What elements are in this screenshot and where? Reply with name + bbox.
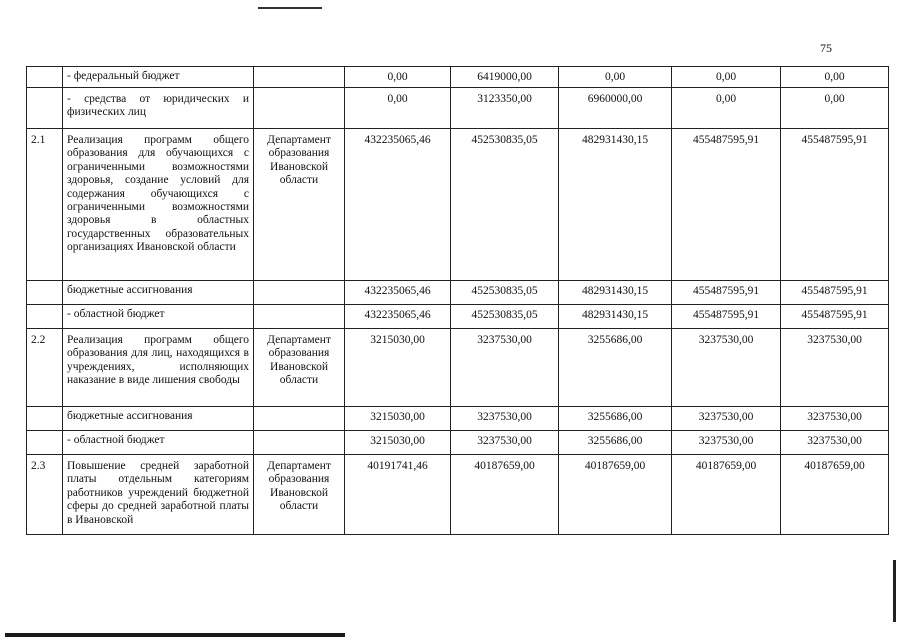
value-cell: 3237530,00 bbox=[781, 329, 889, 407]
row-department bbox=[254, 281, 345, 305]
value-cell: 455487595,91 bbox=[781, 281, 889, 305]
value-cell: 3237530,00 bbox=[451, 407, 559, 431]
value-cell: 3237530,00 bbox=[672, 431, 781, 455]
value-cell: 432235065,46 bbox=[345, 281, 451, 305]
value-cell: 455487595,91 bbox=[781, 305, 889, 329]
value-cell: 452530835,05 bbox=[451, 305, 559, 329]
table-row bbox=[27, 281, 889, 305]
scan-edge-line bbox=[893, 560, 896, 622]
scan-bottom-bar bbox=[5, 633, 345, 637]
top-rule bbox=[258, 7, 322, 9]
row-name: - областной бюджет bbox=[63, 305, 254, 329]
value-cell: 3237530,00 bbox=[451, 431, 559, 455]
value-cell: 40187659,00 bbox=[781, 455, 889, 535]
value-cell: 3255686,00 bbox=[559, 329, 672, 407]
value-cell: 6419000,00 bbox=[451, 67, 559, 88]
row-name: - областной бюджет bbox=[63, 431, 254, 455]
row-code: 2.1 bbox=[27, 129, 63, 281]
value-cell: 0,00 bbox=[781, 67, 889, 88]
page-number: 75 bbox=[820, 41, 832, 55]
value-cell: 482931430,15 bbox=[559, 129, 672, 281]
row-department bbox=[254, 431, 345, 455]
value-cell: 432235065,46 bbox=[345, 305, 451, 329]
row-department bbox=[254, 88, 345, 129]
row-department bbox=[254, 305, 345, 329]
value-cell: 455487595,91 bbox=[672, 129, 781, 281]
value-cell: 0,00 bbox=[672, 67, 781, 88]
row-department: Департамент образования Ивановской области bbox=[254, 129, 345, 281]
value-cell: 3237530,00 bbox=[781, 407, 889, 431]
value-cell: 6960000,00 bbox=[559, 88, 672, 129]
value-cell: 0,00 bbox=[345, 67, 451, 88]
row-code bbox=[27, 407, 63, 431]
value-cell: 3215030,00 bbox=[345, 407, 451, 431]
value-cell: 0,00 bbox=[672, 88, 781, 129]
row-name: - федеральный бюджет bbox=[63, 67, 254, 88]
budget-table bbox=[26, 66, 889, 535]
value-cell: 0,00 bbox=[345, 88, 451, 129]
row-name: - средства от юридических и физических лиц bbox=[63, 88, 254, 129]
value-cell: 452530835,05 bbox=[451, 129, 559, 281]
row-code bbox=[27, 281, 63, 305]
value-cell: 0,00 bbox=[781, 88, 889, 129]
table-row bbox=[27, 407, 889, 431]
table-row bbox=[27, 88, 889, 129]
value-cell: 40187659,00 bbox=[559, 455, 672, 535]
value-cell: 3237530,00 bbox=[451, 329, 559, 407]
value-cell: 432235065,46 bbox=[345, 129, 451, 281]
value-cell: 482931430,15 bbox=[559, 305, 672, 329]
table-row bbox=[27, 129, 889, 281]
value-cell: 455487595,91 bbox=[672, 305, 781, 329]
value-cell: 3237530,00 bbox=[672, 407, 781, 431]
row-name: Реализация программ общего образования для лиц, находящихся в учреждениях, исполняющих наказание в виде лишения свободы bbox=[63, 329, 254, 407]
value-cell: 3215030,00 bbox=[345, 329, 451, 407]
value-cell: 3215030,00 bbox=[345, 431, 451, 455]
row-code bbox=[27, 305, 63, 329]
table-row bbox=[27, 455, 889, 535]
row-department bbox=[254, 407, 345, 431]
row-name: Реализация программ общего образования для обучающихся с ограниченными возможностями здоровья, создание условий для содержания обучающихся с ограниченными возможностями здоровья в областных государственных образовательных организациях Ивановской области bbox=[63, 129, 254, 281]
row-code: 2.3 bbox=[27, 455, 63, 535]
value-cell: 0,00 bbox=[559, 67, 672, 88]
value-cell: 40191741,46 bbox=[345, 455, 451, 535]
value-cell: 3255686,00 bbox=[559, 407, 672, 431]
value-cell: 40187659,00 bbox=[451, 455, 559, 535]
value-cell: 3123350,00 bbox=[451, 88, 559, 129]
table-row bbox=[27, 329, 889, 407]
table-row bbox=[27, 431, 889, 455]
value-cell: 3237530,00 bbox=[672, 329, 781, 407]
table-row bbox=[27, 305, 889, 329]
row-name: Повышение средней заработной платы отдельным категориям работников учреждений бюджетной сферы до средней заработной платы в Ивановской bbox=[63, 455, 254, 535]
row-department bbox=[254, 67, 345, 88]
value-cell: 3237530,00 bbox=[781, 431, 889, 455]
row-name: бюджетные ассигнования bbox=[63, 407, 254, 431]
value-cell: 452530835,05 bbox=[451, 281, 559, 305]
table-row bbox=[27, 67, 889, 88]
value-cell: 455487595,91 bbox=[672, 281, 781, 305]
value-cell: 3255686,00 bbox=[559, 431, 672, 455]
row-name: бюджетные ассигнования bbox=[63, 281, 254, 305]
row-code bbox=[27, 67, 63, 88]
row-code bbox=[27, 88, 63, 129]
value-cell: 482931430,15 bbox=[559, 281, 672, 305]
value-cell: 40187659,00 bbox=[672, 455, 781, 535]
row-code: 2.2 bbox=[27, 329, 63, 407]
value-cell: 455487595,91 bbox=[781, 129, 889, 281]
row-department: Департамент образования Ивановской области bbox=[254, 329, 345, 407]
row-department: Департамент образования Ивановской области bbox=[254, 455, 345, 535]
row-code bbox=[27, 431, 63, 455]
